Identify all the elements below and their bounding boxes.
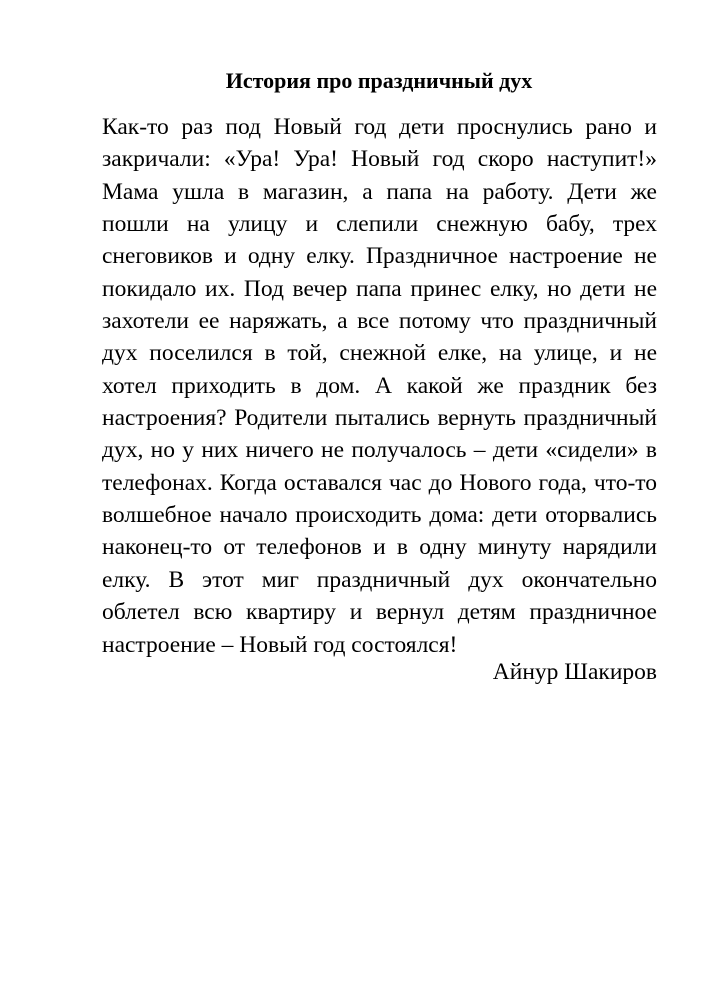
author-signature: Айнур Шакиров <box>492 659 657 685</box>
story-text: Как-то раз под Новый год дети проснулись рано и закричали: «Ура! Ура! Новый год скоро наступит!» Мама ушла в магазин, а папа на работу. Дети же пошли на улицу и слепили снежную бабу, трех снеговиков и одну елку. Праздничное настроение не покидало их. Под вечер папа принес елку, но дети не захотели ее наряжать, а все потому что праздничный дух поселился в той, снежной елке, на улице, и не хотел приходить в дом. А какой же праздник без настроения? Родители пытались вернуть праздничный дух, но у них ничего не получалось – дети «сидели» в телефонах. Когда оставался час до Нового года, что-то волшебное начало происходить дома: дети оторвались наконец-то от телефонов и в одну минуту нарядили елку. В этот миг праздничный дух окончательно облетел всю квартиру и вернул детям праздничное настроение – Новый год состоялся! <box>102 114 657 658</box>
document-title: История про праздничный дух <box>225 68 533 93</box>
